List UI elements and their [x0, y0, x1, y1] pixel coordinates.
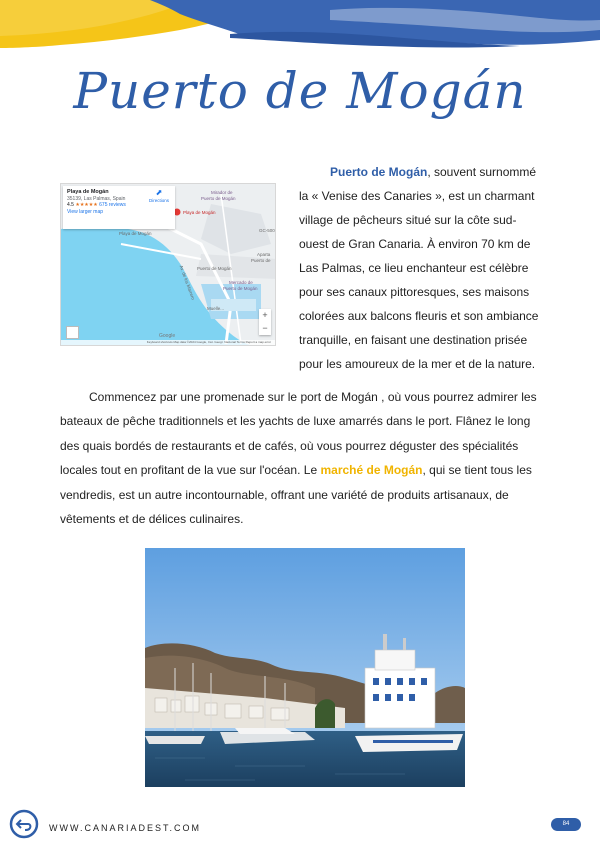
map-stars: ★★★★★: [75, 202, 98, 208]
back-arrow-icon[interactable]: [9, 809, 39, 839]
map-layer-toggle[interactable]: [66, 326, 79, 339]
intro-line-4: ouest de Gran Canaria. À environ 70 km de: [299, 237, 531, 251]
harbour-photo: [145, 548, 465, 787]
map-rating: 4.5: [67, 202, 74, 208]
footer-website-link[interactable]: WWW.CANARIADEST.COM: [49, 823, 201, 833]
map-embed[interactable]: [60, 183, 276, 346]
zoom-out-icon[interactable]: −: [262, 323, 268, 333]
intro-strong: Puerto de Mogán: [330, 165, 428, 179]
map-label-apart: Aparta: [257, 252, 271, 257]
map-label-mirador: Mirador de: [211, 190, 233, 195]
intro-line-1: [299, 160, 540, 184]
intro-line-8: tranquille, en faisant une destination prisée: [299, 333, 528, 347]
map-directions-button[interactable]: [149, 190, 169, 204]
intro-line-5: Las Palmas, ce lieu enchanteur est célèbre: [299, 261, 529, 275]
map-label-market: Mercado de: [229, 280, 253, 285]
map-address: 35139, Las Palmas, Spain: [67, 195, 126, 202]
google-logo: Google: [159, 333, 176, 339]
map-label-mirador2: Puerto de Mogán: [201, 196, 236, 201]
map-reviews-link[interactable]: 675 reviews: [99, 202, 126, 208]
map-larger-link[interactable]: View larger map: [67, 208, 104, 215]
zoom-in-icon[interactable]: +: [262, 310, 268, 320]
intro-line-7: colorées aux balcons fleuris et son ambiance: [299, 309, 539, 323]
intro-line-3: village de pêcheurs situé sur la côte sud-: [299, 213, 517, 227]
map-label-market2: Puerto de Mogán: [223, 286, 258, 291]
map-place-name: Playa de Mogán: [67, 189, 109, 195]
map-info-card: [63, 186, 175, 229]
map-pin-label: Playa de Mogán: [183, 210, 216, 215]
map-label-road: GC-500: [259, 228, 275, 233]
intro-line-2: la « Venise des Canaries », est un charmant: [299, 189, 535, 203]
map-label-avenida: Av. de los Marrero: [178, 264, 196, 301]
map-label-playa: Playa de Mogán: [119, 231, 152, 236]
map-label-port: Puerto de Mogán: [197, 266, 232, 271]
body-text-end: , qui se tient tous les vendredis, est un autre incontournable, offrant une variété de produits artisanaux, de vêtements et de délices culinaires.: [60, 463, 532, 527]
page-title: Puerto de Mogán: [73, 62, 527, 120]
directions-icon: ⬈: [155, 188, 163, 197]
map-footer: Keyboard shortcuts Map data ©2024 Google, Inst. Geogr. Nacional Terms Report a map error: [61, 340, 275, 345]
intro-paragraph: [299, 160, 540, 376]
map-zoom-control[interactable]: [259, 309, 271, 335]
map-label-apart2: Puerto de: [251, 258, 271, 263]
market-link[interactable]: marché de Mogán: [320, 463, 423, 478]
intro-line-9: pour les amoureux de la mer et de la nature.: [299, 357, 536, 371]
map-label-muelle: Muelle...: [207, 306, 225, 311]
intro-line-6: pour ses canaux pittoresques, ses maisons: [299, 285, 530, 299]
page-number-badge: 84: [551, 818, 581, 831]
intro-line-1-text: , souvent surnommé: [427, 165, 537, 179]
body-text-start: Commencez par une promenade sur le port de Mogán , où vous pourrez admirer les bateaux de pêche traditionnels et les yachts de luxe amarrés dans le port. Flânez le long des quais bordés de restaurants et de cafés, où vous pourrez déguster des spécialités locales tout en profitant de la vue sur l'océan. Le: [60, 390, 537, 478]
body-paragraph: [60, 385, 545, 531]
header-brush-decoration: [0, 0, 600, 60]
directions-label: Directions: [148, 197, 169, 203]
